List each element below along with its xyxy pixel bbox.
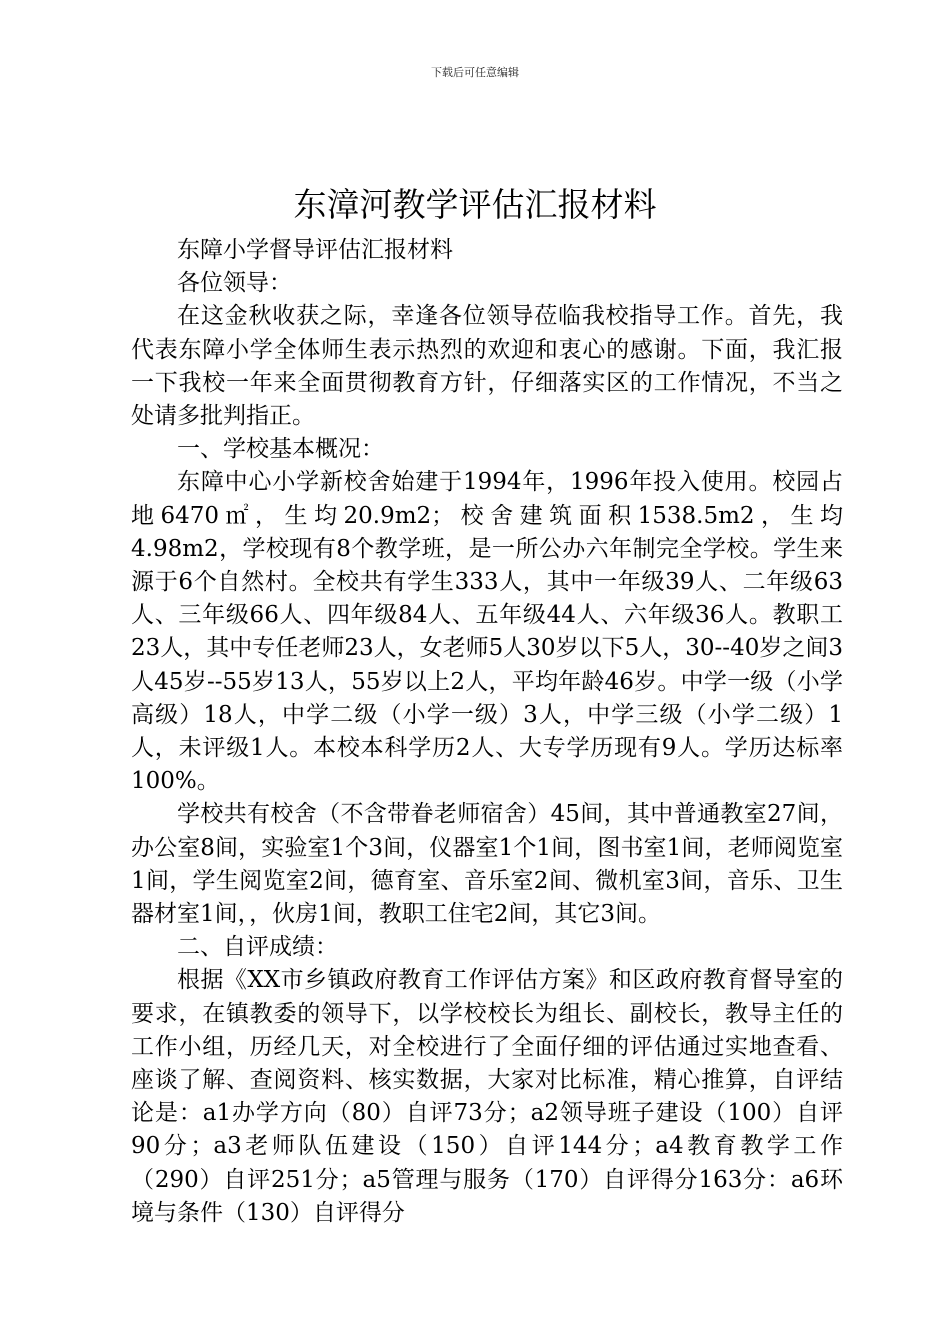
facilities-paragraph: 学校共有校舍（不含带眷老师宿舍）45间，其中普通教室27间，办公室8间，实验室1个3间，仪器室1个1间，图书室1间，老师阅览室1间，学生阅览室2间，德育室、音乐室2间、微机室3间，音乐、卫生器材室1间，，伙房1间，教职工住宅2间，其它3间。: [131, 801, 843, 928]
section-heading-overview: 一、学校基本概况：: [177, 436, 384, 463]
page-header-note: 下载后可任意编辑: [431, 66, 519, 79]
document-title: 东漳河教学评估汇报材料: [293, 185, 657, 224]
overview-paragraph: 东障中心小学新校舍始建于1994年，1996年投入使用。校园占地6470㎡，生均20.9m2；校舍建筑面积1538.5m2，生均4.98m2，学校现有8个教学班，是一所公办六年制完全学校。学生来源于6个自然村。全校共有学生333人，其中一年级39人、二年级63人、三年级66人、四年级84人、五年级44人、六年级36人。教职工23人，其中专任老师23人，女老师5人30岁以下5人，30--40岁之间3人45岁--55岁13人，55岁以上2人，平均年龄46岁。中学一级（小学高级）18人，中学二级（小学一级）3人，中学三级（小学二级）1人，未评级1人。本校本科学历2人、大专学历现有9人。学历达标率100%。: [131, 469, 843, 795]
self-evaluation-paragraph: 根据《XX市乡镇政府教育工作评估方案》和区政府教育督导室的要求，在镇教委的领导下，以学校校长为组长、副校长，教导主任的工作小组，历经几天，对全校进行了全面仔细的评估通过实地查看、座谈了解、查阅资料、核实数据，大家对比标准，精心推算，自评结论是：a1办学方向（80）自评73分；a2领导班子建设（100）自评90分；a3老师队伍建设（150）自评144分；a4教育教学工作（290）自评251分；a5管理与服务（170）自评得分163分：a6环境与条件（130）自评得分: [131, 967, 843, 1226]
subtitle-paragraph: 东障小学督导评估汇报材料: [177, 237, 453, 263]
intro-paragraph: 在这金秋收获之际，幸逢各位领导莅临我校指导工作。首先，我代表东障小学全体师生表示热烈的欢迎和衷心的感谢。下面，我汇报一下我校一年来全面贯彻教育方针，仔细落实区的工作情况，不当之处请多批判指正。: [131, 303, 843, 430]
section-heading-self-evaluation: 二、自评成绩：: [177, 934, 338, 961]
salutation-paragraph: 各位领导：: [177, 270, 292, 297]
document-body: [131, 234, 843, 1230]
